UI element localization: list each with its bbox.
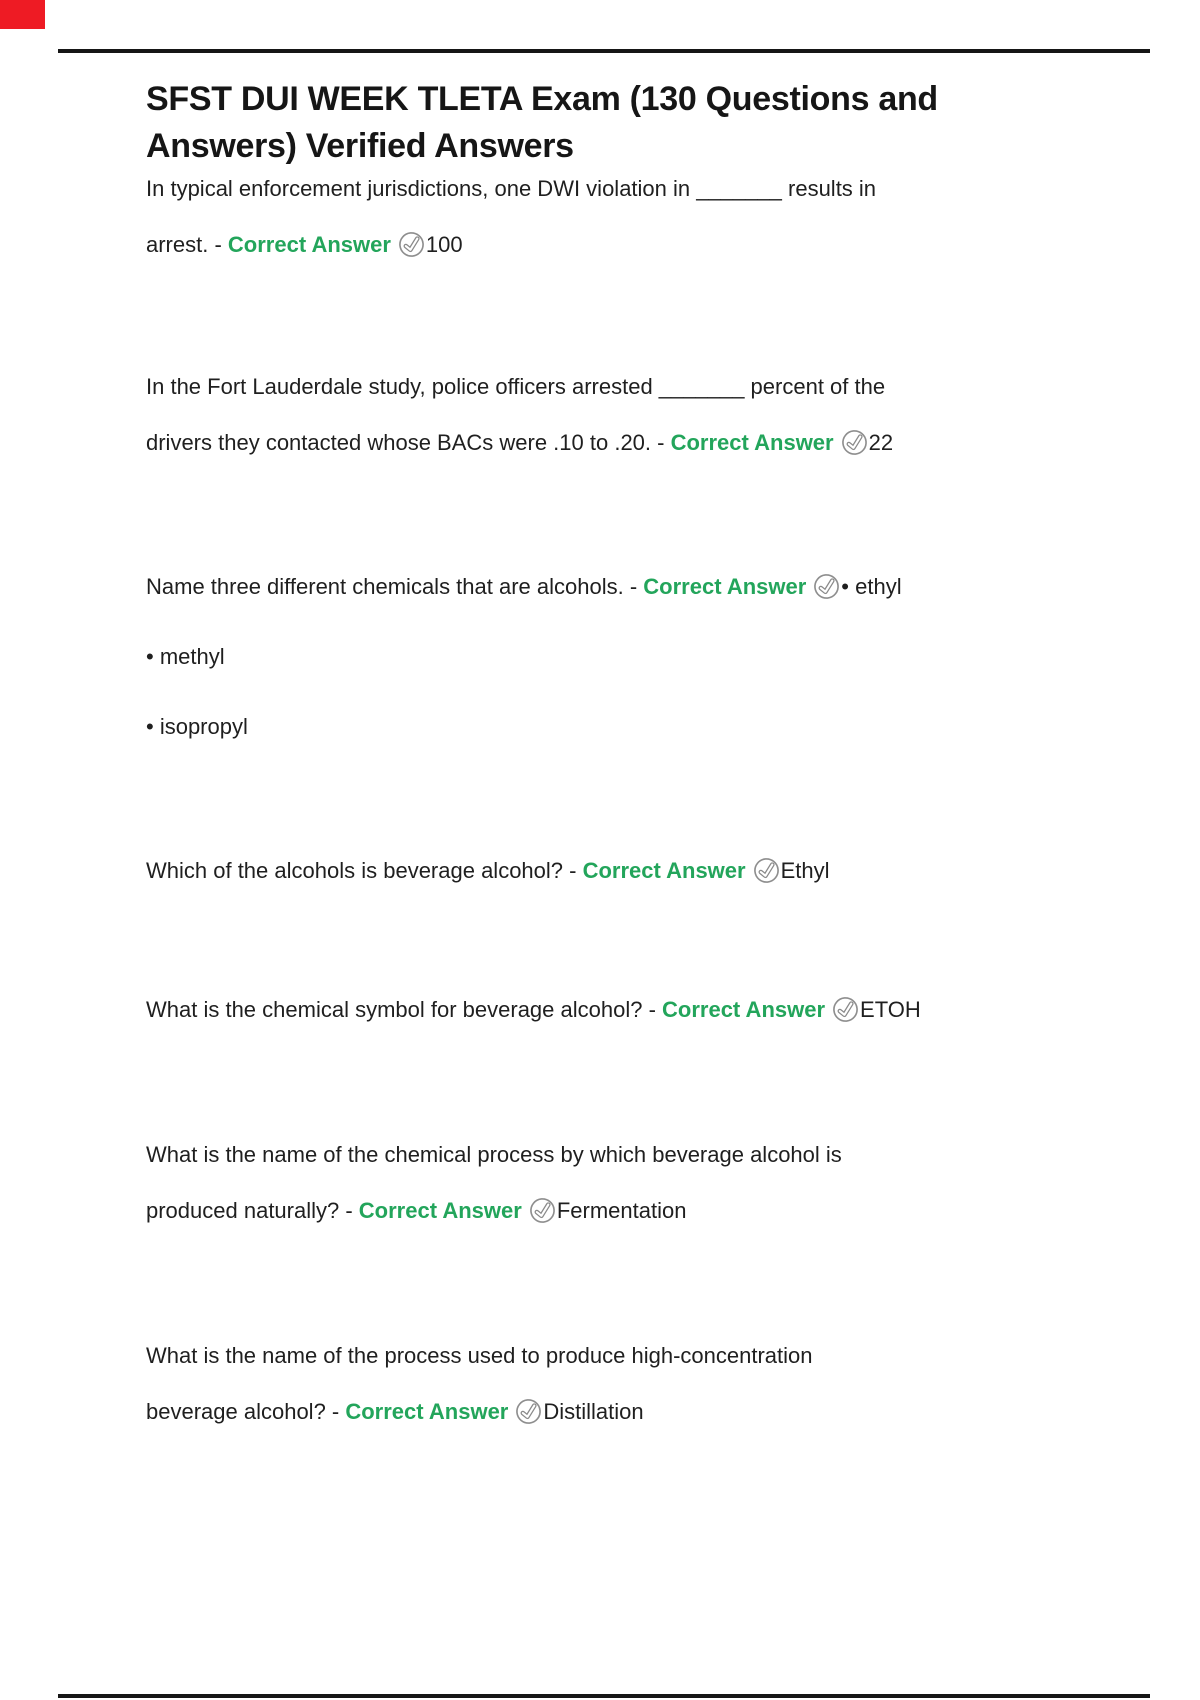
question-block <box>146 1328 1160 1440</box>
title-line-2: Answers) Verified Answers <box>146 127 574 165</box>
question-block <box>146 161 1160 273</box>
answer-text: Distillation <box>543 1399 644 1424</box>
answer-text: Ethyl <box>780 858 830 883</box>
answer-text: ETOH <box>860 997 921 1022</box>
question-line <box>146 699 1160 755</box>
question-line <box>146 415 1160 471</box>
question-text: What is the name of the process used to produce high-concentration <box>146 1343 813 1368</box>
question-line <box>146 843 1160 899</box>
question-line <box>146 1384 1160 1440</box>
question-text: arrest. - <box>146 232 228 257</box>
answer-text: • ethyl <box>841 574 902 599</box>
question-text: What is the chemical symbol for beverage alcohol? - <box>146 997 663 1022</box>
correct-answer-label: Correct Answer <box>345 1399 509 1424</box>
correct-answer-label: Correct Answer <box>227 232 391 257</box>
answer-text: 22 <box>868 430 894 455</box>
question-block <box>146 982 1160 1038</box>
verified-check-icon <box>832 996 859 1023</box>
bullet-item: • methyl <box>146 644 225 669</box>
question-text: What is the name of the chemical process by which beverage alcohol is <box>146 1142 842 1167</box>
question-line <box>146 359 1160 415</box>
question-text: In the Fort Lauderdale study, police officers arrested _______ percent of the <box>146 374 886 399</box>
verified-check-icon <box>515 1398 542 1425</box>
top-rule <box>58 49 1150 53</box>
question-block <box>146 843 1160 899</box>
correct-answer-label: Correct Answer <box>358 1198 522 1223</box>
verified-check-icon <box>841 429 868 456</box>
question-line <box>146 1127 1160 1183</box>
bullet-item: • isopropyl <box>146 714 248 739</box>
title-line-1: SFST DUI WEEK TLETA Exam (130 Questions and <box>146 80 938 118</box>
verified-check-icon <box>529 1197 556 1224</box>
verified-check-icon <box>813 573 840 600</box>
question-text: produced naturally? - <box>146 1198 359 1223</box>
verified-check-icon <box>398 231 425 258</box>
question-text: Name three different chemicals that are alcohols. - <box>146 574 644 599</box>
question-line <box>146 1328 1160 1384</box>
verified-check-icon <box>753 857 780 884</box>
question-line <box>146 217 1160 273</box>
page-title <box>146 76 1156 170</box>
question-text: beverage alcohol? - <box>146 1399 346 1424</box>
correct-answer-label: Correct Answer <box>662 997 826 1022</box>
question-line <box>146 161 1160 217</box>
bottom-rule <box>58 1694 1150 1698</box>
question-line <box>146 1183 1160 1239</box>
question-text: drivers they contacted whose BACs were .10 to .20. - <box>146 430 671 455</box>
correct-answer-label: Correct Answer <box>643 574 807 599</box>
correct-answer-label: Correct Answer <box>670 430 834 455</box>
question-text: Which of the alcohols is beverage alcohol? - <box>146 858 583 883</box>
question-line <box>146 559 1160 615</box>
answer-text: Fermentation <box>556 1198 687 1223</box>
question-text: In typical enforcement jurisdictions, one DWI violation in _______ results in <box>146 176 877 201</box>
answer-text: 100 <box>425 232 463 257</box>
question-block <box>146 559 1160 755</box>
corner-marker <box>0 0 45 29</box>
question-block <box>146 1127 1160 1239</box>
correct-answer-label: Correct Answer <box>582 858 746 883</box>
question-block <box>146 359 1160 471</box>
question-line <box>146 629 1160 685</box>
question-line <box>146 982 1160 1038</box>
